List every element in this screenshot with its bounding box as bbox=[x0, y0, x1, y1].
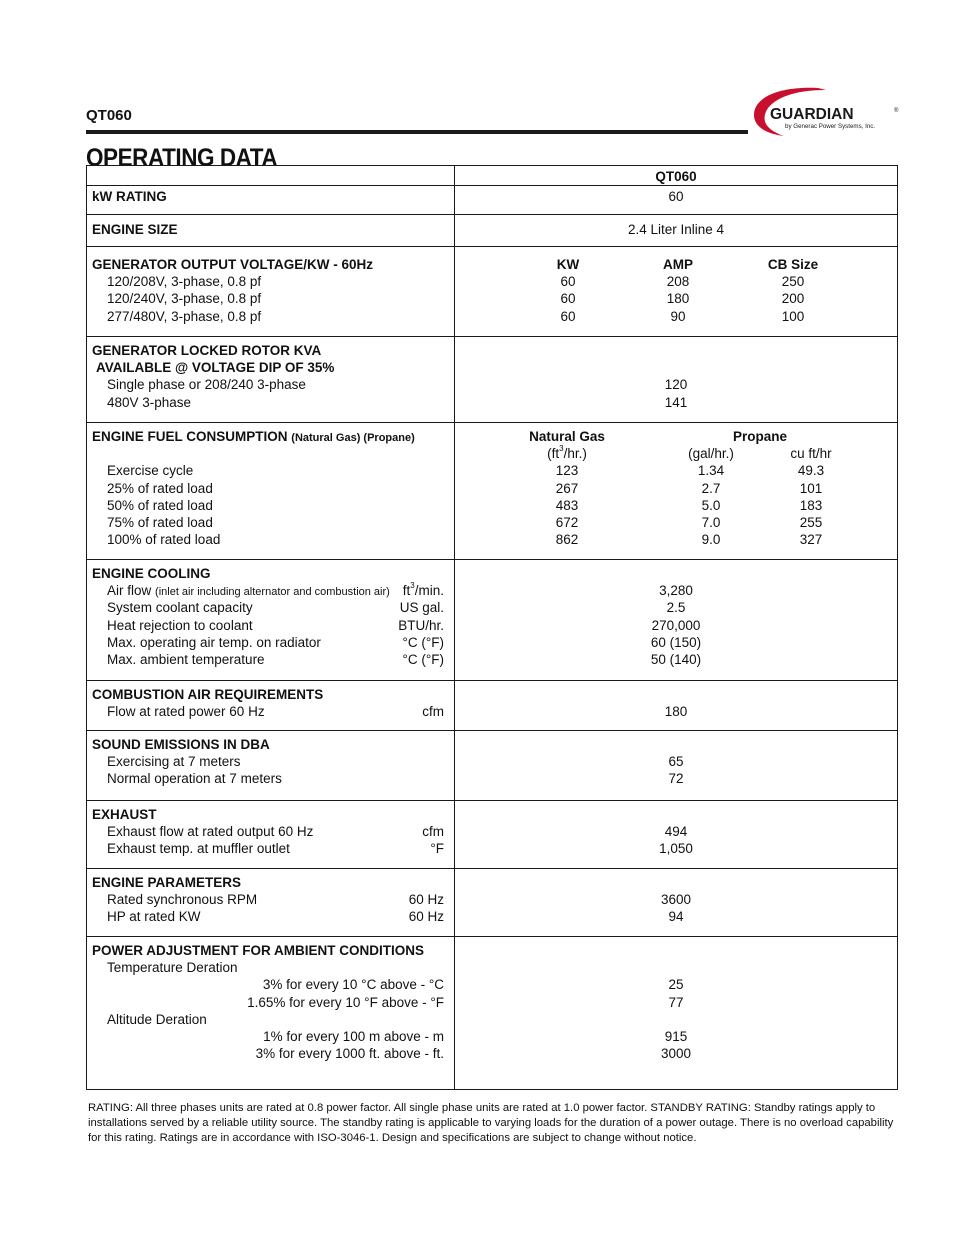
propane-header: Propane bbox=[732, 429, 787, 444]
airflow-note: (inlet air including alternator and combustion air) bbox=[155, 586, 390, 599]
cooling-value: 2.5 bbox=[666, 600, 686, 616]
sound-row-label: Exercising at 7 meters bbox=[107, 754, 241, 770]
logo-reg: ® bbox=[894, 108, 899, 114]
alt-deration-row-label: 1% for every 100 m above - m bbox=[263, 1028, 444, 1044]
model-label: QT060 bbox=[86, 107, 132, 124]
kw-header: KW bbox=[556, 257, 580, 272]
cooling-value: 60 (150) bbox=[650, 634, 702, 650]
gal-unit: (gal/hr.) bbox=[688, 446, 734, 462]
cooling-row-label: Max. ambient temperature °C (°F) bbox=[107, 651, 444, 667]
airflow-unit: $ft^3/\min$. bbox=[402, 581, 444, 599]
locked-rotor-value: 120 bbox=[664, 377, 688, 393]
fuel-row-label: Exercise cycle bbox=[107, 463, 194, 479]
kw-rating-label: kW RATING bbox=[92, 189, 167, 204]
kw-rating-value: 60 bbox=[668, 189, 684, 204]
locked-rotor-row-label: Single phase or 208/240 3-phase bbox=[107, 377, 306, 393]
guardian-logo bbox=[748, 82, 908, 140]
engine-params-row-label: HP at rated KW 60 Hz bbox=[107, 909, 444, 925]
cooling-row-label: System coolant capacity US gal. bbox=[107, 600, 444, 616]
temp-deration-value: 25 bbox=[668, 977, 684, 993]
fuel-row-label: 50% of rated load bbox=[107, 497, 213, 513]
fuel-label: ENGINE FUEL CONSUMPTION bbox=[92, 429, 288, 444]
sound-value: 72 bbox=[668, 771, 684, 787]
alt-deration-row-label: 3% for every 1000 ft. above - ft. bbox=[255, 1046, 444, 1062]
gen-output-row-label: 277/480V, 3-phase, 0.8 pf bbox=[107, 308, 262, 324]
engine-size-value: 2.4 Liter Inline 4 bbox=[627, 222, 725, 237]
fuel-consumption-row bbox=[87, 422, 897, 559]
cooling-value: 50 (140) bbox=[650, 651, 702, 667]
engine-cooling-row bbox=[87, 559, 897, 680]
temp-deration-row-label: 3% for every 10 °C above - °C bbox=[262, 977, 444, 993]
fuel-values: 483 5.0 183 bbox=[555, 497, 823, 513]
engine-size-label: ENGINE SIZE bbox=[92, 222, 178, 237]
fuel-values: 862 9.0 327 bbox=[555, 532, 823, 548]
cooling-row-label: Max. operating air temp. on radiator °C (°F) bbox=[107, 634, 444, 650]
cuft-unit: cu ft/hr bbox=[790, 446, 832, 462]
voltage-dip-label: AVAILABLE @ VOLTAGE DIP OF 35% bbox=[96, 360, 335, 376]
exhaust-row-label: Exhaust temp. at muffler outlet °F bbox=[107, 841, 444, 857]
operating-data-table bbox=[86, 165, 898, 1090]
rating-footnote: RATING: All three phases units are rated at 0.8 power factor. All single phase units are rated at 1.0 power factor. STANDBY RATING: Standby ratings apply to installations served by a reliable utility source. The standby rating is applicable to varying loads for the duration of a power outage. There is no overload capability for this rating. Ratings are in accordance with ISO-3046-1. Design and specifications are subject to change without notice. bbox=[88, 1102, 894, 1144]
altitude-deration-label: Altitude Deration bbox=[107, 1011, 207, 1027]
power-adjustment-row bbox=[87, 936, 897, 1089]
combustion-row-label: Flow at rated power 60 Hz cfm bbox=[107, 704, 444, 720]
fuel-values: 672 7.0 255 bbox=[555, 514, 823, 530]
alt-deration-value: 915 bbox=[664, 1028, 688, 1044]
locked-rotor-label: GENERATOR LOCKED ROTOR KVA bbox=[92, 343, 322, 358]
generator-output-row bbox=[87, 246, 897, 336]
sound-emissions-row bbox=[87, 730, 897, 800]
engine-params-row-label: Rated synchronous RPM 60 Hz bbox=[107, 892, 444, 908]
fuel-row-label: 25% of rated load bbox=[107, 480, 213, 496]
fuel-values: 267 2.7 101 bbox=[555, 480, 823, 496]
logo-tagline: by Generac Power Systems, Inc. bbox=[785, 123, 876, 130]
alt-deration-value: 3000 bbox=[660, 1046, 692, 1062]
logo-brand: GUARDIAN bbox=[770, 106, 854, 123]
sound-row-label: Normal operation at 7 meters bbox=[107, 771, 282, 787]
combustion-air-row bbox=[87, 680, 897, 730]
exhaust-value: 494 bbox=[664, 824, 688, 840]
airflow-label: Air flow bbox=[107, 583, 152, 599]
airflow-value: 3,280 bbox=[659, 583, 693, 599]
cb-size-header: CB Size bbox=[767, 257, 819, 272]
gen-output-values: 60 180 200 bbox=[560, 291, 805, 307]
exhaust-value: 1,050 bbox=[659, 841, 693, 857]
gen-output-label: GENERATOR OUTPUT VOLTAGE/KW - 60Hz bbox=[92, 257, 374, 272]
fuel-row-label: 100% of rated load bbox=[107, 532, 221, 548]
cooling-label: ENGINE COOLING bbox=[92, 566, 211, 581]
gen-output-values: 60 90 100 bbox=[560, 308, 805, 324]
gen-output-row-label: 120/240V, 3-phase, 0.8 pf bbox=[107, 291, 262, 307]
exhaust-row bbox=[87, 800, 897, 868]
temp-deration-value: 77 bbox=[668, 994, 684, 1010]
sound-label: SOUND EMISSIONS IN DBA bbox=[92, 737, 270, 752]
combustion-label: COMBUSTION AIR REQUIREMENTS bbox=[92, 687, 324, 702]
locked-rotor-row-label: 480V 3-phase bbox=[107, 394, 192, 410]
natural-gas-header: Natural Gas bbox=[529, 429, 605, 444]
logo-swoosh-icon bbox=[748, 82, 908, 140]
exhaust-label: EXHAUST bbox=[92, 807, 157, 822]
sound-value: 65 bbox=[668, 754, 684, 770]
engine-params-value: 94 bbox=[668, 909, 684, 925]
amp-header: AMP bbox=[663, 257, 693, 272]
ng-unit: $(ft^3/hr.)$ bbox=[547, 444, 587, 462]
fuel-label-small: (Natural Gas) (Propane) bbox=[291, 432, 415, 444]
page-title: OPERATING DATA bbox=[86, 144, 278, 172]
engine-params-label: ENGINE PARAMETERS bbox=[92, 875, 242, 890]
kw-rating-row bbox=[87, 185, 897, 214]
header-left-cell bbox=[87, 166, 455, 185]
table-header-row bbox=[87, 166, 897, 185]
power-adj-label: POWER ADJUSTMENT FOR AMBIENT CONDITIONS bbox=[92, 943, 424, 958]
fuel-values: 123 1.34 49.3 bbox=[555, 463, 825, 479]
temp-deration-row-label: 1.65% for every 10 °F above - °F bbox=[247, 994, 444, 1010]
fuel-row-label: 75% of rated load bbox=[107, 514, 213, 530]
engine-params-value: 3600 bbox=[660, 892, 692, 908]
gen-output-values: 60 208 250 bbox=[560, 274, 805, 290]
cooling-row-label: Heat rejection to coolant BTU/hr. bbox=[107, 617, 444, 633]
header-rule bbox=[86, 130, 748, 134]
column-header: QT060 bbox=[655, 169, 697, 184]
exhaust-row-label: Exhaust flow at rated output 60 Hz cfm bbox=[107, 824, 444, 840]
temp-deration-label: Temperature Deration bbox=[107, 960, 238, 976]
engine-size-row bbox=[87, 214, 897, 246]
gen-output-row-label: 120/208V, 3-phase, 0.8 pf bbox=[107, 274, 262, 290]
engine-parameters-row bbox=[87, 868, 897, 936]
cooling-value: 270,000 bbox=[651, 617, 701, 633]
locked-rotor-row bbox=[87, 336, 897, 422]
combustion-value: 180 bbox=[664, 704, 688, 720]
locked-rotor-value: 141 bbox=[664, 394, 688, 410]
